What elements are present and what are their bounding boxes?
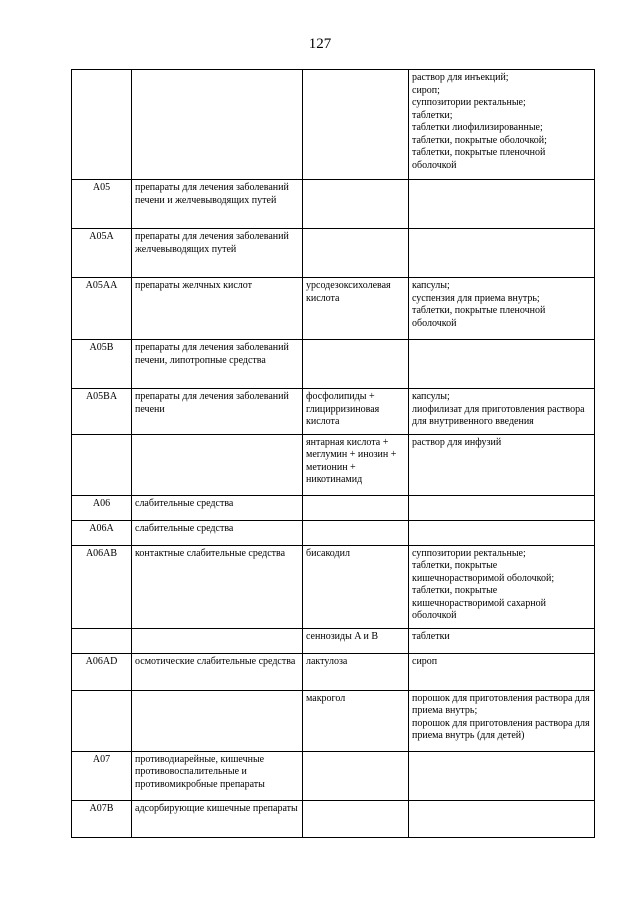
group-cell: препараты для лечения заболеваний печени и желчевыводящих путей — [132, 180, 303, 229]
table-row — [72, 800, 595, 837]
dosage-form: таблетки, покрытые пленочной оболочкой — [412, 305, 546, 329]
table-row — [72, 545, 595, 628]
table-row — [72, 180, 595, 229]
table-row — [72, 229, 595, 278]
dosage-form: суспензия для приема внутрь; — [412, 292, 540, 304]
dosage-form: суппозитории ректальные; — [412, 547, 526, 559]
dosage-form: таблетки, покрытые пленочной оболочкой — [412, 147, 546, 171]
substance-cell — [303, 520, 409, 545]
code-cell: A05B — [72, 340, 132, 389]
group-cell: слабительные средства — [132, 495, 303, 520]
table-row — [72, 628, 595, 653]
group-cell — [132, 690, 303, 751]
dosage-forms-cell — [409, 653, 595, 690]
substance-cell — [303, 340, 409, 389]
dosage-forms-cell — [409, 520, 595, 545]
group-cell: препараты для лечения заболеваний желчевыводящих путей — [132, 229, 303, 278]
dosage-forms-cell — [409, 628, 595, 653]
table-row — [72, 70, 595, 180]
dosage-form: капсулы; — [412, 391, 450, 402]
group-cell: слабительные средства — [132, 520, 303, 545]
code-cell — [72, 70, 132, 180]
group-cell: препараты для лечения заболеваний печени — [132, 389, 303, 435]
group-cell: препараты для лечения заболеваний печени, липотропные средства — [132, 340, 303, 389]
group-cell: препараты желчных кислот — [132, 278, 303, 340]
group-cell: адсорбирующие кишечные препараты — [132, 800, 303, 837]
dosage-form: лиофилизат для приготовления раствора для внутривенного введения — [412, 403, 585, 427]
dosage-form: порошок для приготовления раствора для приема внутрь (для детей) — [412, 717, 590, 741]
code-cell: A05AA — [72, 278, 132, 340]
substance-cell — [303, 229, 409, 278]
code-cell: A05BA — [72, 389, 132, 435]
substance-cell — [303, 751, 409, 800]
group-cell: противодиарейные, кишечные противовоспалительные и противомикробные препараты — [132, 751, 303, 800]
dosage-form: порошок для приготовления раствора для приема внутрь; — [412, 692, 590, 716]
code-cell: A06A — [72, 520, 132, 545]
code-cell — [72, 434, 132, 495]
group-cell — [132, 70, 303, 180]
dosage-form: таблетки — [412, 630, 450, 642]
drug-table-body — [72, 70, 595, 838]
substance-cell — [303, 180, 409, 229]
group-cell — [132, 434, 303, 495]
table-row — [72, 520, 595, 545]
dosage-forms-cell — [409, 545, 595, 628]
table-row — [72, 278, 595, 340]
substance-cell: макрогол — [303, 690, 409, 751]
code-cell: A06AD — [72, 653, 132, 690]
code-cell: A07B — [72, 800, 132, 837]
code-cell: A05 — [72, 180, 132, 229]
dosage-forms-cell — [409, 434, 595, 495]
dosage-form: суппозитории ректальные; — [412, 97, 526, 108]
substance-cell — [303, 495, 409, 520]
dosage-form: таблетки, покрытые кишечнорастворимой сахарной оболочкой — [412, 585, 546, 621]
table-row — [72, 653, 595, 690]
drug-table — [71, 69, 595, 838]
code-cell: A07 — [72, 751, 132, 800]
table-row — [72, 495, 595, 520]
table-row — [72, 340, 595, 389]
group-cell: контактные слабительные средства — [132, 545, 303, 628]
dosage-form: таблетки; — [412, 109, 453, 121]
page-number: 127 — [308, 36, 332, 52]
group-cell: осмотические слабительные средства — [132, 653, 303, 690]
dosage-forms-cell — [409, 180, 595, 229]
substance-cell: бисакодил — [303, 545, 409, 628]
table-row — [72, 751, 595, 800]
dosage-form: таблетки, покрытые кишечнорастворимой оболочкой; — [412, 560, 555, 584]
dosage-form: сироп; — [412, 84, 440, 96]
table-row — [72, 690, 595, 751]
code-cell: A05A — [72, 229, 132, 278]
dosage-forms-cell — [409, 389, 595, 435]
code-cell: A06 — [72, 495, 132, 520]
substance-cell: сеннозиды A и B — [303, 628, 409, 653]
dosage-form: таблетки, покрытые оболочкой; — [412, 134, 547, 146]
dosage-forms-cell — [409, 340, 595, 389]
substance-cell — [303, 70, 409, 180]
dosage-form: капсулы; — [412, 280, 450, 291]
code-cell: A06AB — [72, 545, 132, 628]
substance-cell: лактулоза — [303, 653, 409, 690]
dosage-forms-cell — [409, 690, 595, 751]
group-cell — [132, 628, 303, 653]
dosage-form: таблетки лиофилизированные; — [412, 122, 543, 133]
code-cell — [72, 690, 132, 751]
code-cell — [72, 628, 132, 653]
table-row — [72, 389, 595, 435]
substance-cell: урсодезоксихолевая кислота — [303, 278, 409, 340]
dosage-forms-cell — [409, 800, 595, 837]
dosage-form: раствор для инъекций; — [412, 72, 509, 83]
dosage-forms-cell — [409, 278, 595, 340]
substance-cell — [303, 800, 409, 837]
dosage-form: раствор для инфузий — [412, 436, 502, 448]
substance-cell: фосфолипиды + глицирризиновая кислота — [303, 389, 409, 435]
dosage-form: сироп — [412, 655, 438, 667]
table-row — [72, 434, 595, 495]
dosage-forms-cell — [409, 751, 595, 800]
dosage-forms-cell — [409, 229, 595, 278]
dosage-forms-cell — [409, 70, 595, 180]
dosage-forms-cell — [409, 495, 595, 520]
substance-cell: янтарная кислота + меглумин + инозин + метионин + никотинамид — [303, 434, 409, 495]
